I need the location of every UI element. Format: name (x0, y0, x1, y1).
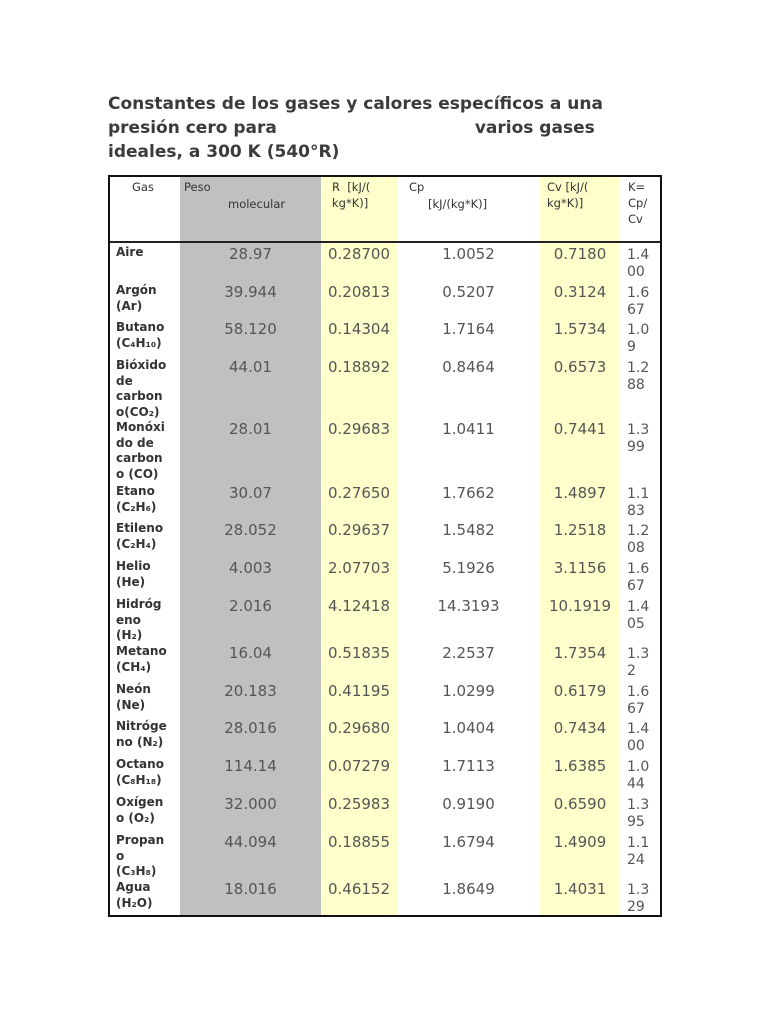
cp-value-cell: 1.0052 (442, 245, 495, 263)
gas-name-cell: Aire (116, 245, 144, 259)
k-value-cell: 1.0 9 (627, 322, 650, 355)
cp-value-cell: 1.0404 (442, 719, 495, 737)
header-divider (110, 241, 660, 243)
header-cp-line1: Cp (409, 180, 425, 194)
cp-value-cell: 2.2537 (442, 644, 495, 662)
cp-value-cell: 0.5207 (442, 283, 495, 301)
cv-value-cell: 0.6573 (553, 358, 607, 376)
k-value-cell: 1.6 67 (627, 684, 650, 717)
cp-value-cell: 0.8464 (442, 358, 495, 376)
peso-value-cell: 18.016 (224, 880, 277, 898)
peso-value-cell: 2.016 (229, 597, 272, 615)
cp-value-cell: 1.6794 (442, 833, 495, 851)
cv-value-cell: 1.4909 (553, 833, 607, 851)
gas-name-cell: Metano (CH₄) (116, 644, 167, 674)
cv-value-cell: 0.6179 (553, 682, 607, 700)
k-value-cell: 1.3 99 (627, 422, 650, 455)
gas-name-cell: Helio (He) (116, 559, 151, 589)
gas-name-cell: Etileno (C₂H₄) (116, 521, 164, 551)
peso-value-cell: 39.944 (224, 283, 277, 301)
title-part-1: Constantes de los gases y calores específicos a una presión cero para (108, 94, 603, 138)
cv-value-cell: 0.7180 (553, 245, 607, 263)
gas-name-cell: Agua (H₂O) (116, 880, 153, 910)
r-value-cell: 0.51835 (327, 644, 391, 662)
r-value-cell: 0.07279 (327, 757, 391, 775)
cv-value-cell: 1.4897 (553, 484, 607, 502)
r-value-cell: 0.18892 (327, 358, 391, 376)
cp-value-cell: 5.1926 (442, 559, 495, 577)
gas-name-cell: Butano (C₄H₁₀) (116, 320, 165, 350)
k-value-cell: 1.4 05 (627, 599, 650, 632)
peso-value-cell: 114.14 (224, 757, 277, 775)
header-cv: Cv [kJ/( kg*K)] (547, 180, 589, 210)
header-k: K= Cp/ Cv (628, 180, 648, 226)
title-part-2: varios gases ideales, a 300 K (540°R) (108, 118, 595, 162)
k-value-cell: 1.6 67 (627, 285, 650, 318)
cp-value-cell: 14.3193 (437, 597, 500, 615)
r-value-cell: 0.46152 (327, 880, 391, 898)
peso-value-cell: 28.052 (224, 521, 277, 539)
k-value-cell: 1.3 2 (627, 646, 650, 679)
cv-value-cell: 0.6590 (553, 795, 607, 813)
gas-constants-table (108, 175, 662, 917)
r-value-cell: 0.28700 (327, 245, 391, 263)
gas-name-cell: Octano (C₈H₁₈) (116, 757, 164, 787)
r-value-cell: 0.27650 (327, 484, 391, 502)
cv-value-cell: 1.6385 (553, 757, 607, 775)
r-value-cell: 0.41195 (327, 682, 391, 700)
cv-value-cell: 1.7354 (553, 644, 607, 662)
gas-name-cell: Propan o (C₃H₈) (116, 833, 165, 879)
cv-value-cell: 1.2518 (553, 521, 607, 539)
gas-name-cell: Oxígen o (O₂) (116, 795, 164, 825)
k-value-cell: 1.2 88 (627, 360, 650, 393)
r-value-cell: 0.29680 (327, 719, 391, 737)
cv-value-cell: 0.3124 (553, 283, 607, 301)
peso-value-cell: 28.016 (224, 719, 277, 737)
k-value-cell: 1.4 00 (627, 721, 650, 754)
header-gas: Gas (132, 180, 154, 194)
r-value-cell: 0.29637 (327, 521, 391, 539)
cv-value-cell: 1.5734 (553, 320, 607, 338)
cp-value-cell: 0.9190 (442, 795, 495, 813)
peso-value-cell: 30.07 (229, 484, 272, 502)
gas-name-cell: Bióxido de carbon o(CO₂) (116, 358, 167, 419)
gas-name-cell: Nitróge no (N₂) (116, 719, 167, 749)
gas-name-cell: Monóxi do de carbon o (CO) (116, 420, 165, 481)
k-value-cell: 1.3 29 (627, 882, 650, 915)
gas-name-cell: Argón (Ar) (116, 283, 157, 313)
gas-name-cell: Hidróg eno (H₂) (116, 597, 162, 643)
k-value-cell: 1.3 95 (627, 797, 650, 830)
k-value-cell: 1.4 00 (627, 247, 650, 280)
k-value-cell: 1.2 08 (627, 523, 650, 556)
r-value-cell: 0.18855 (327, 833, 391, 851)
cv-value-cell: 10.1919 (548, 597, 612, 615)
cv-value-cell: 0.7441 (553, 420, 607, 438)
peso-value-cell: 44.094 (224, 833, 277, 851)
peso-value-cell: 44.01 (229, 358, 272, 376)
peso-value-cell: 16.04 (229, 644, 272, 662)
k-value-cell: 1.6 67 (627, 561, 650, 594)
header-cp-line2: [kJ/(kg*K)] (428, 197, 488, 211)
cp-value-cell: 1.5482 (442, 521, 495, 539)
k-value-cell: 1.1 24 (627, 835, 650, 868)
peso-value-cell: 28.01 (229, 420, 272, 438)
cp-value-cell: 1.7113 (442, 757, 495, 775)
r-value-cell: 0.25983 (327, 795, 391, 813)
peso-value-cell: 58.120 (224, 320, 277, 338)
r-value-cell: 0.14304 (327, 320, 391, 338)
cp-value-cell: 1.7164 (442, 320, 495, 338)
k-value-cell: 1.1 83 (627, 486, 650, 519)
cv-value-cell: 0.7434 (553, 719, 607, 737)
gas-name-cell: Etano (C₂H₆) (116, 484, 157, 514)
k-value-cell: 1.0 44 (627, 759, 650, 792)
r-value-cell: 2.07703 (327, 559, 391, 577)
r-value-cell: 4.12418 (327, 597, 391, 615)
peso-value-cell: 32.000 (224, 795, 277, 813)
cv-value-cell: 1.4031 (553, 880, 607, 898)
gas-name-cell: Neón (Ne) (116, 682, 151, 712)
header-peso-line1: Peso (184, 180, 211, 194)
header-peso-line2: molecular (228, 197, 286, 211)
cv-value-cell: 3.1156 (553, 559, 607, 577)
header-r: R [kJ/( kg*K)] (332, 180, 371, 210)
cp-value-cell: 1.8649 (442, 880, 495, 898)
r-value-cell: 0.29683 (327, 420, 391, 438)
peso-value-cell: 20.183 (224, 682, 277, 700)
page-title (108, 92, 668, 164)
cp-value-cell: 1.0411 (442, 420, 495, 438)
r-value-cell: 0.20813 (327, 283, 391, 301)
peso-value-cell: 28.97 (229, 245, 272, 263)
cp-value-cell: 1.0299 (442, 682, 495, 700)
cp-value-cell: 1.7662 (442, 484, 495, 502)
peso-value-cell: 4.003 (229, 559, 272, 577)
